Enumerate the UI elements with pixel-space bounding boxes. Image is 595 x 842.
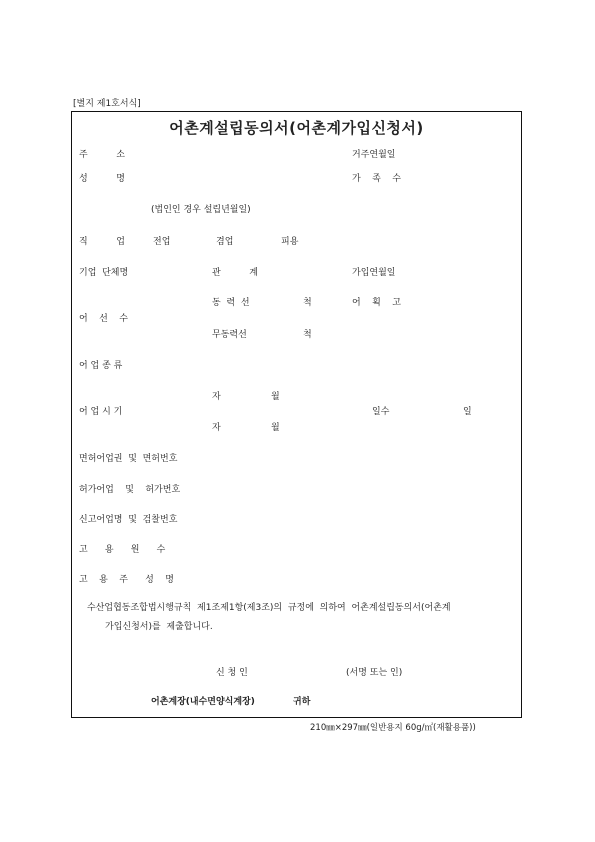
statement-line-1: 수산업협동조합법시행규칙 제1조제1항(제3조)의 규정에 의하여 어촌계설립동의서(어촌계 [87, 603, 451, 613]
signature-note: (서명 또는 인) [346, 668, 403, 678]
catch-amount-label: 어 획 고 [352, 298, 401, 308]
enterprise-name-label: 기업 단체명 [79, 268, 129, 278]
statement-line-2: 가입신청서)를 제출합니다. [105, 622, 213, 632]
powered-vessel-unit: 척 [303, 298, 312, 308]
vessel-count-label: 어 선 수 [79, 314, 128, 324]
period-to-month: 월 [271, 423, 280, 433]
occupation-part-time: 겸업 [216, 237, 234, 247]
applicant-label: 신 청 인 [216, 668, 248, 678]
name-label: 성 명 [79, 174, 125, 184]
corporation-note: (법인인 경우 설립년월일) [151, 205, 251, 215]
join-date-label: 가입연월일 [352, 268, 396, 278]
family-count-label: 가 족 수 [352, 174, 401, 184]
report-label: 신고어업명 및 검찰번호 [79, 515, 178, 525]
period-from-label: 자 [212, 392, 221, 402]
employer-name-label: 고 용 주 성 명 [79, 575, 174, 585]
employee-count-label: 고 용 원 수 [79, 545, 166, 555]
paper-size-footer: 210㎜×297㎜(일반용지 60g/㎡(재활용품)) [310, 723, 476, 733]
period-to-label: 자 [212, 423, 221, 433]
powered-vessel-label: 동 력 선 [212, 298, 250, 308]
addressee-suffix: 귀하 [293, 697, 311, 707]
form-number: [별지 제1호서식] [73, 99, 141, 109]
page-title: 어촌계설립동의서(어촌계가입신청서) [169, 119, 424, 137]
days-label: 일수 [372, 407, 390, 417]
period-from-month: 월 [271, 392, 280, 402]
unpowered-vessel-unit: 척 [303, 330, 312, 340]
days-unit: 일 [463, 407, 472, 417]
relation-label: 관 계 [212, 268, 258, 278]
unpowered-vessel-label: 무동력선 [212, 330, 247, 340]
occupation-full-time: 전업 [153, 237, 171, 247]
occupation-label: 직 업 [79, 237, 125, 247]
occupation-employed: 피용 [281, 237, 299, 247]
license-label: 면허어업권 및 면허번호 [79, 454, 178, 464]
permit-label: 허가어업 및 허가번호 [79, 485, 181, 495]
addressee: 어촌계장(내수면양식계장) [151, 697, 255, 707]
fishing-period-label: 어 업 시 기 [79, 407, 123, 417]
residence-period-label: 거주연월일 [352, 150, 396, 160]
fishery-type-label: 어 업 종 류 [79, 361, 123, 371]
address-label: 주 소 [79, 150, 125, 160]
